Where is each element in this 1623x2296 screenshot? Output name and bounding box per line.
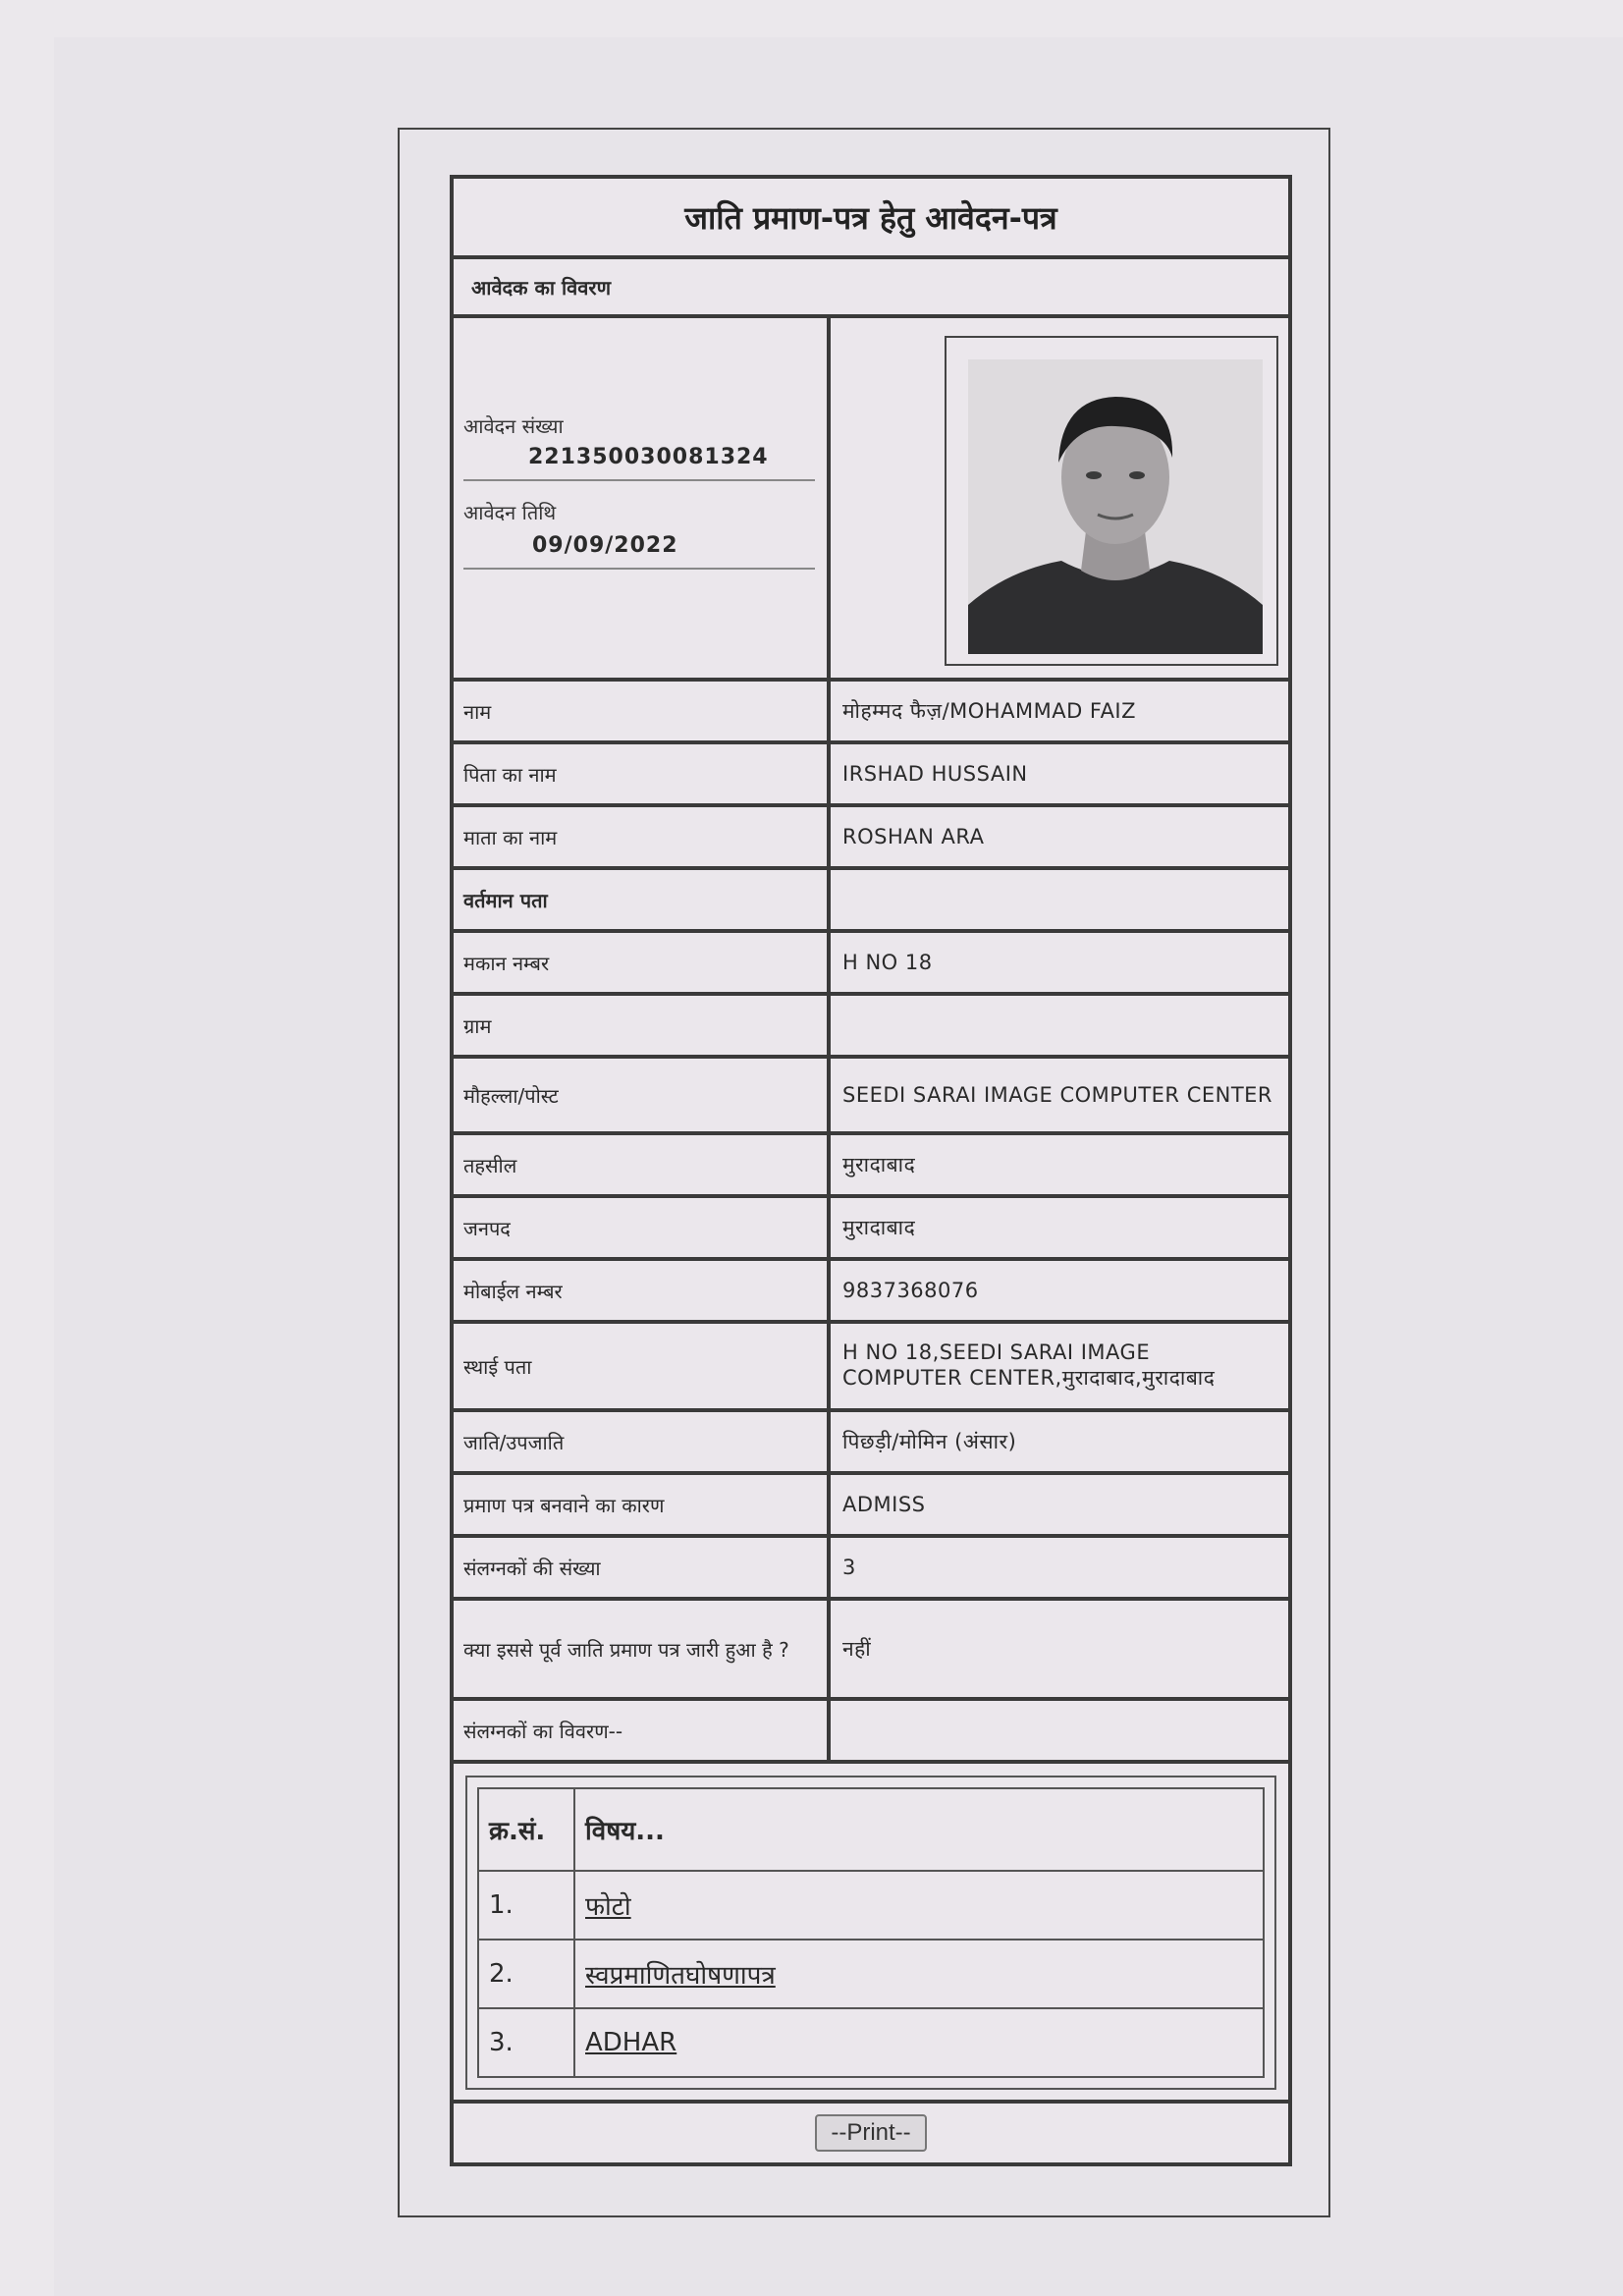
- attachment-serial: 1.: [478, 1871, 574, 1940]
- field-value: [831, 870, 1288, 929]
- field-value: मोहम्मद फैज़/MOHAMMAD FAIZ: [842, 699, 1137, 723]
- attachments-section: [454, 1764, 1288, 2104]
- attachment-link-adhar[interactable]: ADHAR: [585, 2028, 677, 2057]
- field-label: मोबाईल नम्बर: [454, 1261, 831, 1320]
- row-mother-name: [454, 807, 1288, 870]
- table-row: [478, 2008, 1264, 2077]
- field-value: 9837368076: [842, 1279, 979, 1302]
- field-value: H NO 18,SEEDI SARAI IMAGE COMPUTER CENTER,मुरादाबाद,मुरादाबाद: [842, 1340, 1216, 1390]
- table-row: [478, 1940, 1264, 2008]
- print-row: [454, 2104, 1288, 2162]
- application-meta: [454, 318, 831, 678]
- application-number: 221350030081324: [463, 445, 815, 481]
- field-value: मुरादाबाद: [842, 1216, 916, 1239]
- row-reason: [454, 1475, 1288, 1538]
- field-label: जाति/उपजाति: [454, 1412, 831, 1471]
- header-serial: क्र.सं.: [478, 1788, 574, 1871]
- row-caste: [454, 1412, 1288, 1475]
- field-label: जनपद: [454, 1198, 831, 1257]
- field-label: मकान नम्बर: [454, 933, 831, 992]
- header-subject: विषय...: [574, 1788, 1264, 1871]
- field-value: IRSHAD HUSSAIN: [842, 762, 1028, 786]
- section-heading: आवेदक का विवरण: [454, 259, 1288, 318]
- field-label: मौहल्ला/पोस्ट: [454, 1059, 831, 1131]
- field-label: तहसील: [454, 1135, 831, 1194]
- print-button[interactable]: --Print--: [815, 2114, 926, 2152]
- field-label: संलग्नकों की संख्या: [454, 1538, 831, 1597]
- row-father-name: [454, 744, 1288, 807]
- row-name: [454, 682, 1288, 744]
- attachment-link-declaration[interactable]: स्वप्रमाणितघोषणापत्र: [585, 1961, 776, 1991]
- field-label: पिता का नाम: [454, 744, 831, 803]
- field-label: वर्तमान पता: [454, 870, 831, 929]
- field-value: 3: [842, 1556, 856, 1579]
- attachments-table: [477, 1787, 1265, 2078]
- field-label: ग्राम: [454, 996, 831, 1055]
- field-label: माता का नाम: [454, 807, 831, 866]
- field-value: [831, 1701, 1288, 1760]
- application-date-label: आवेदन तिथि: [463, 501, 557, 524]
- application-form: [450, 175, 1292, 2166]
- row-house-number: [454, 933, 1288, 996]
- attachment-link-photo[interactable]: फोटो: [585, 1892, 631, 1922]
- field-label: क्या इससे पूर्व जाति प्रमाण पत्र जारी हुआ है ?: [454, 1601, 831, 1697]
- table-row: [478, 1871, 1264, 1940]
- field-value: H NO 18: [842, 951, 933, 974]
- attachment-serial: 2.: [478, 1940, 574, 2008]
- table-header-row: [478, 1788, 1264, 1871]
- field-value: नहीं: [842, 1637, 872, 1661]
- row-tehsil: [454, 1135, 1288, 1198]
- row-permanent-address: [454, 1324, 1288, 1412]
- application-number-label: आवेदन संख्या: [463, 414, 564, 438]
- field-value: मुरादाबाद: [842, 1153, 916, 1176]
- field-value: ROSHAN ARA: [842, 825, 985, 848]
- attachment-serial: 3.: [478, 2008, 574, 2077]
- row-village: [454, 996, 1288, 1059]
- application-date: 09/09/2022: [463, 533, 815, 570]
- field-label: नाम: [454, 682, 831, 740]
- photo-frame: [945, 336, 1278, 666]
- applicant-photo: [968, 359, 1263, 654]
- field-label: प्रमाण पत्र बनवाने का कारण: [454, 1475, 831, 1534]
- field-value: पिछड़ी/मोमिन (अंसार): [842, 1430, 1017, 1453]
- row-district: [454, 1198, 1288, 1261]
- field-value: [831, 996, 1288, 1055]
- field-value: SEEDI SARAI IMAGE COMPUTER CENTER: [842, 1083, 1273, 1107]
- row-previous-certificate: [454, 1601, 1288, 1701]
- row-locality-post: [454, 1059, 1288, 1135]
- application-info-block: [454, 318, 1288, 682]
- attachments-box: [465, 1776, 1276, 2090]
- field-label: स्थाई पता: [454, 1324, 831, 1408]
- form-title: जाति प्रमाण-पत्र हेतु आवेदन-पत्र: [454, 179, 1288, 259]
- row-mobile-number: [454, 1261, 1288, 1324]
- field-value: ADMISS: [842, 1493, 926, 1516]
- row-attachment-count: [454, 1538, 1288, 1601]
- row-attachment-details: [454, 1701, 1288, 1764]
- row-current-address: [454, 870, 1288, 933]
- field-label: संलग्नकों का विवरण--: [454, 1701, 831, 1760]
